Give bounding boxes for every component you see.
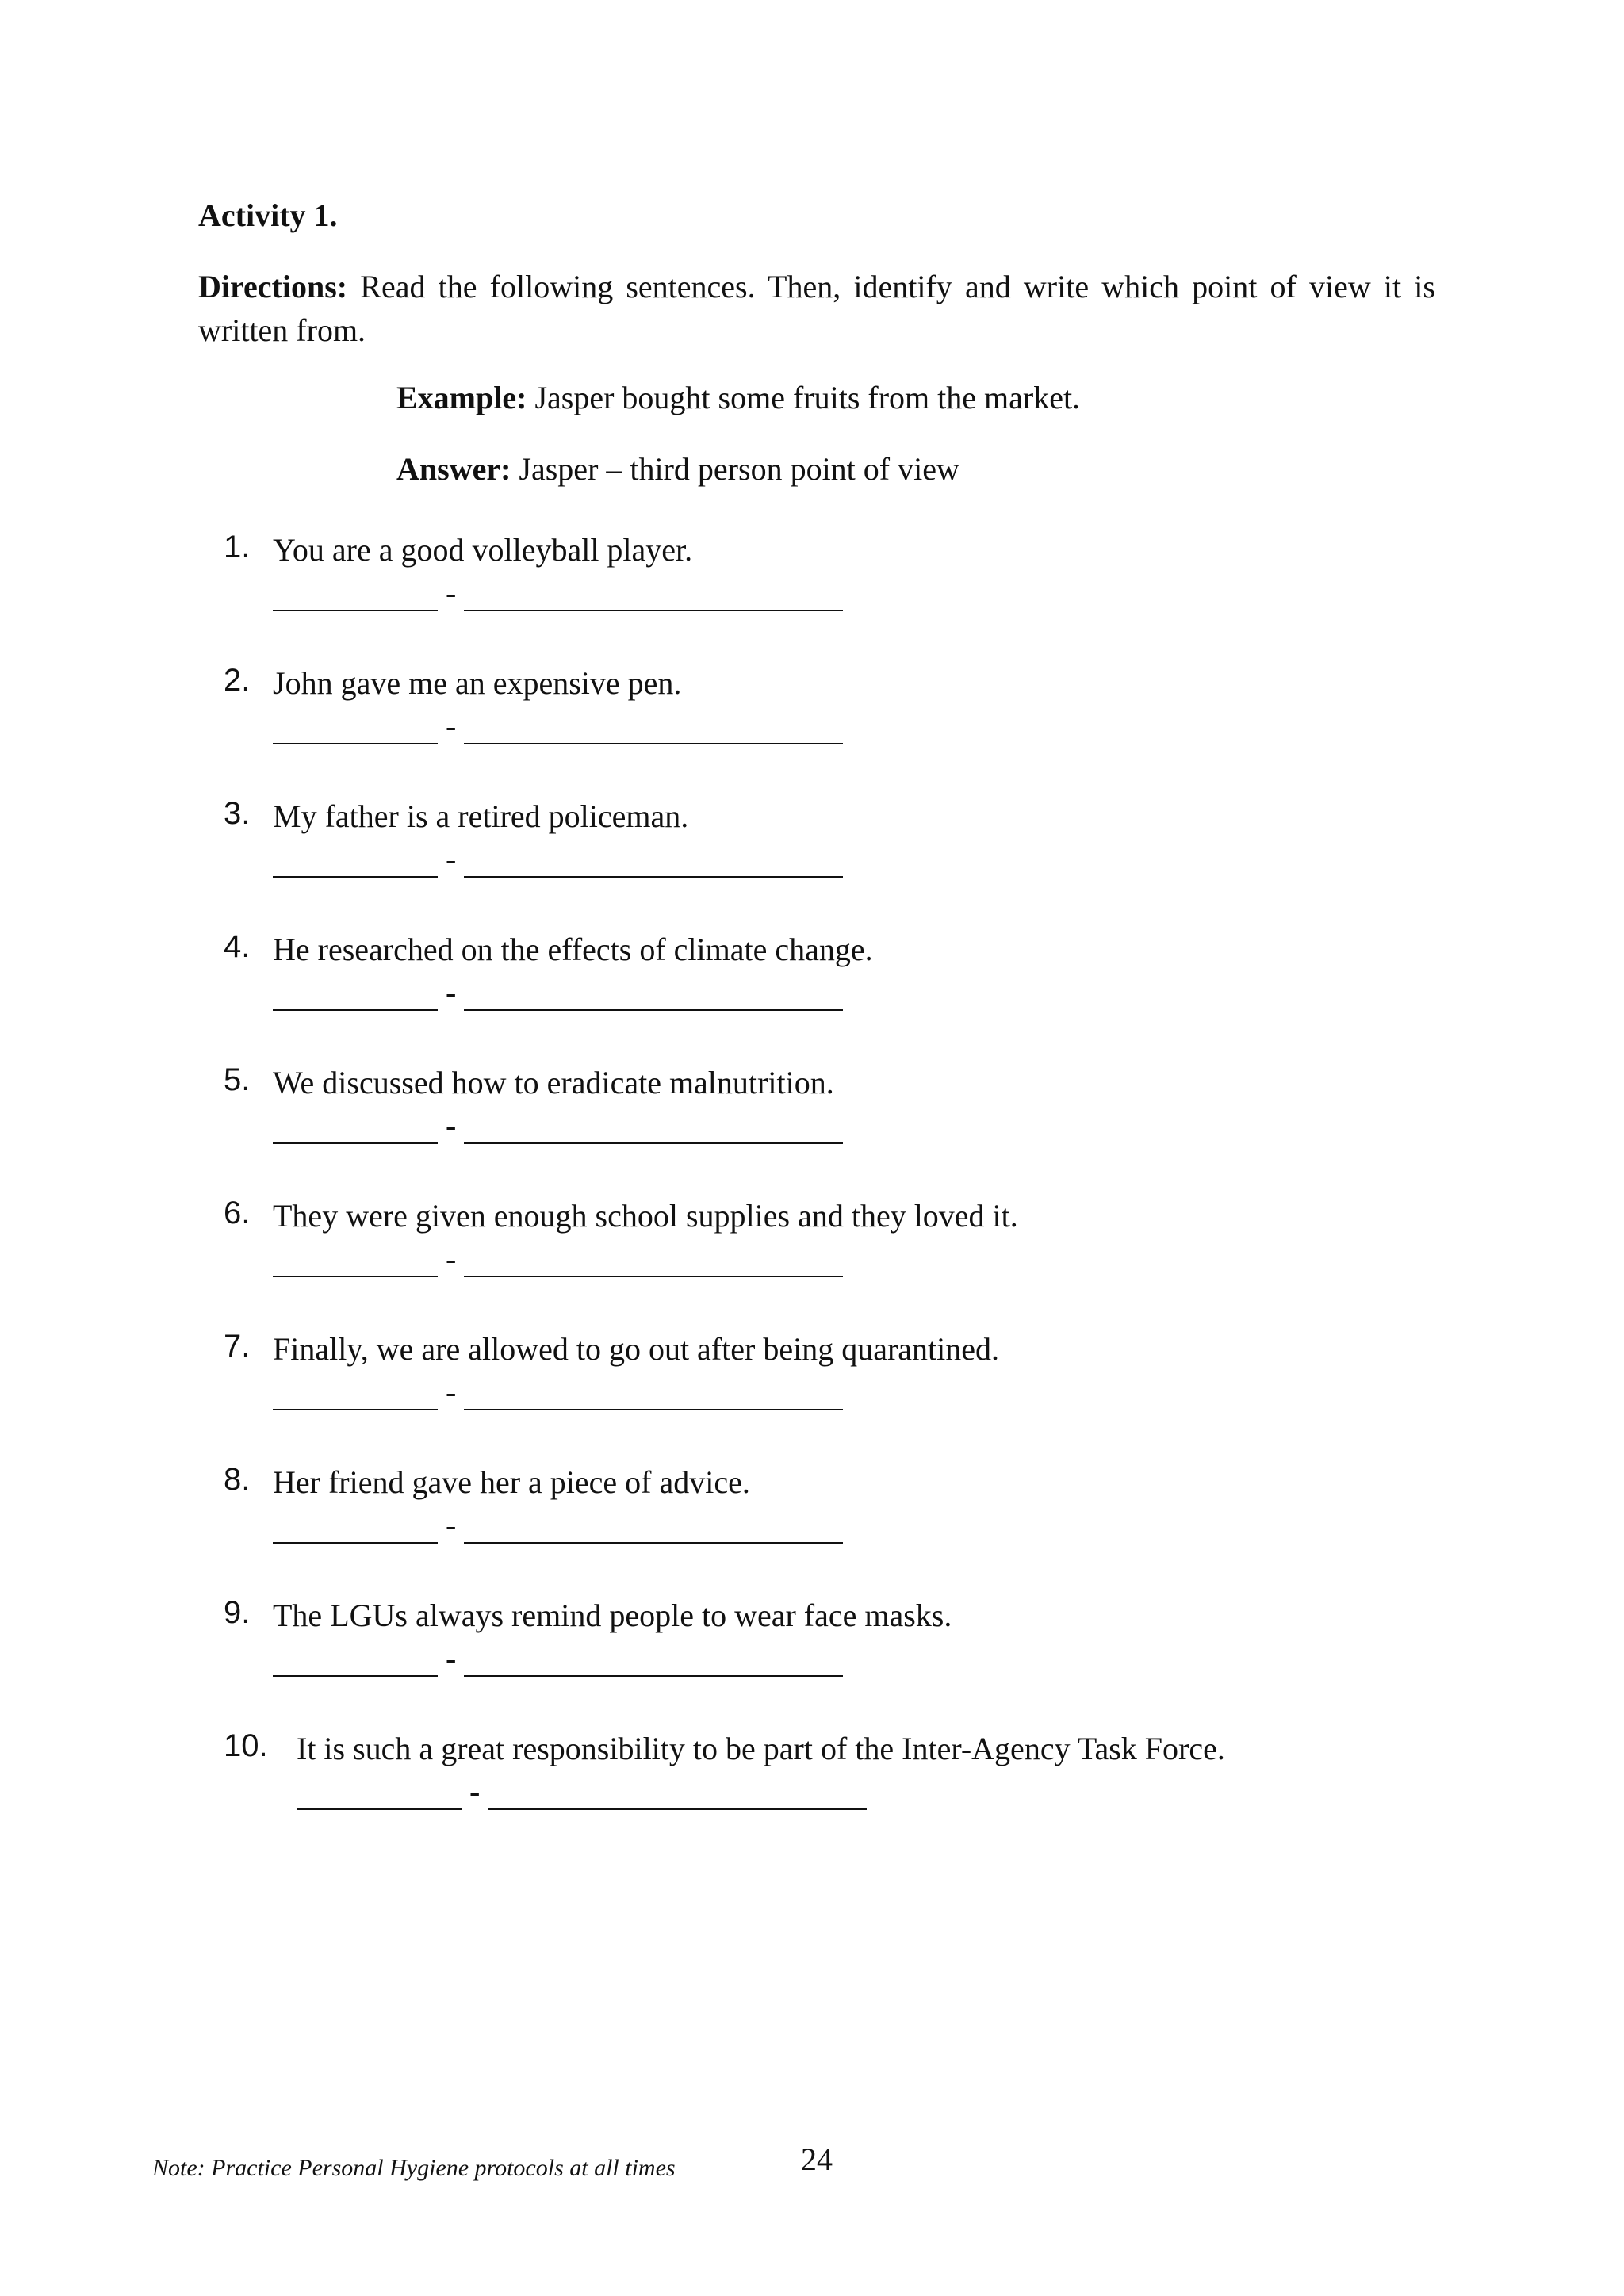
answer-blank[interactable] [273,707,843,744]
item-number: 1. [224,530,251,564]
blank-separator: - [446,1241,457,1276]
point-of-view-blank[interactable] [464,1644,843,1677]
question-item-9 [0,1595,1624,1690]
example-line [396,379,1080,416]
blank-separator: - [469,1774,481,1809]
question-item-2 [0,663,1624,758]
question-item-7 [0,1329,1624,1424]
pronoun-blank[interactable] [297,1777,462,1810]
item-sentence: You are a good volleyball player. [273,532,693,568]
item-number: 8. [224,1462,251,1497]
item-sentence: My father is a retired policeman. [273,798,689,834]
directions-label: Directions: [198,269,348,304]
point-of-view-blank[interactable] [488,1777,867,1810]
blank-separator: - [446,1108,457,1143]
example-label: Example: [396,380,527,415]
item-number: 6. [224,1196,251,1230]
item-number: 9. [224,1595,251,1630]
item-sentence: John gave me an expensive pen. [273,665,682,701]
item-sentence: It is such a great responsibility to be part of the Inter-Agency Task Force. [297,1731,1225,1766]
item-number: 7. [224,1329,251,1364]
question-item-8 [0,1462,1624,1557]
question-item-4 [0,929,1624,1024]
item-number: 3. [224,796,251,831]
point-of-view-blank[interactable] [464,1111,843,1144]
pronoun-blank[interactable] [273,1377,438,1410]
item-number: 5. [224,1062,251,1097]
answer-blank[interactable] [273,1240,843,1277]
activity-title: Activity 1. [198,197,338,233]
pronoun-blank[interactable] [273,1111,438,1144]
item-sentence: We discussed how to eradicate malnutrition. [273,1065,834,1100]
footer-note: Note: Practice Personal Hygiene protocols at all times [152,2155,676,2181]
answer-text: Jasper – third person point of view [511,451,959,487]
blank-separator: - [446,1374,457,1410]
point-of-view-blank[interactable] [464,711,843,744]
answer-blank[interactable] [273,840,843,878]
point-of-view-blank[interactable] [464,1510,843,1544]
directions-paragraph [198,265,1435,352]
pronoun-blank[interactable] [273,578,438,611]
item-number: 4. [224,929,251,964]
blank-separator: - [446,1640,457,1676]
answer-label: Answer: [396,451,511,487]
answer-blank[interactable] [273,574,843,611]
answer-line [396,450,959,488]
item-sentence: Finally, we are allowed to go out after being quarantined. [273,1331,999,1367]
point-of-view-blank[interactable] [464,978,843,1011]
answer-blank[interactable] [273,1506,843,1544]
answer-blank[interactable] [273,1373,843,1410]
pronoun-blank[interactable] [273,1644,438,1677]
answer-blank[interactable] [273,974,843,1011]
point-of-view-blank[interactable] [464,844,843,878]
item-sentence: Her friend gave her a piece of advice. [273,1464,750,1500]
item-sentence: He researched on the effects of climate change. [273,932,873,967]
question-item-5 [0,1062,1624,1158]
answer-blank[interactable] [297,1773,867,1810]
blank-separator: - [446,575,457,610]
point-of-view-blank[interactable] [464,1377,843,1410]
pronoun-blank[interactable] [273,1510,438,1544]
blank-separator: - [446,841,457,877]
example-text: Jasper bought some fruits from the market. [527,380,1081,415]
item-sentence: The LGUs always remind people to wear face masks. [273,1598,952,1633]
item-number: 10. [224,1728,268,1763]
pronoun-blank[interactable] [273,978,438,1011]
point-of-view-blank[interactable] [464,1244,843,1277]
blank-separator: - [446,708,457,744]
point-of-view-blank[interactable] [464,578,843,611]
question-item-3 [0,796,1624,891]
question-item-1 [0,530,1624,625]
pronoun-blank[interactable] [273,844,438,878]
pronoun-blank[interactable] [273,1244,438,1277]
item-sentence: They were given enough school supplies and they loved it. [273,1198,1018,1234]
directions-text: Read the following sentences. Then, identify and write which point of view it is written from. [198,269,1435,348]
pronoun-blank[interactable] [273,711,438,744]
answer-blank[interactable] [273,1107,843,1144]
question-item-10 [0,1728,1624,1823]
item-number: 2. [224,663,251,698]
blank-separator: - [446,1507,457,1543]
page-number: 24 [801,2141,833,2177]
answer-blank[interactable] [273,1640,843,1677]
question-item-6 [0,1196,1624,1291]
blank-separator: - [446,974,457,1010]
